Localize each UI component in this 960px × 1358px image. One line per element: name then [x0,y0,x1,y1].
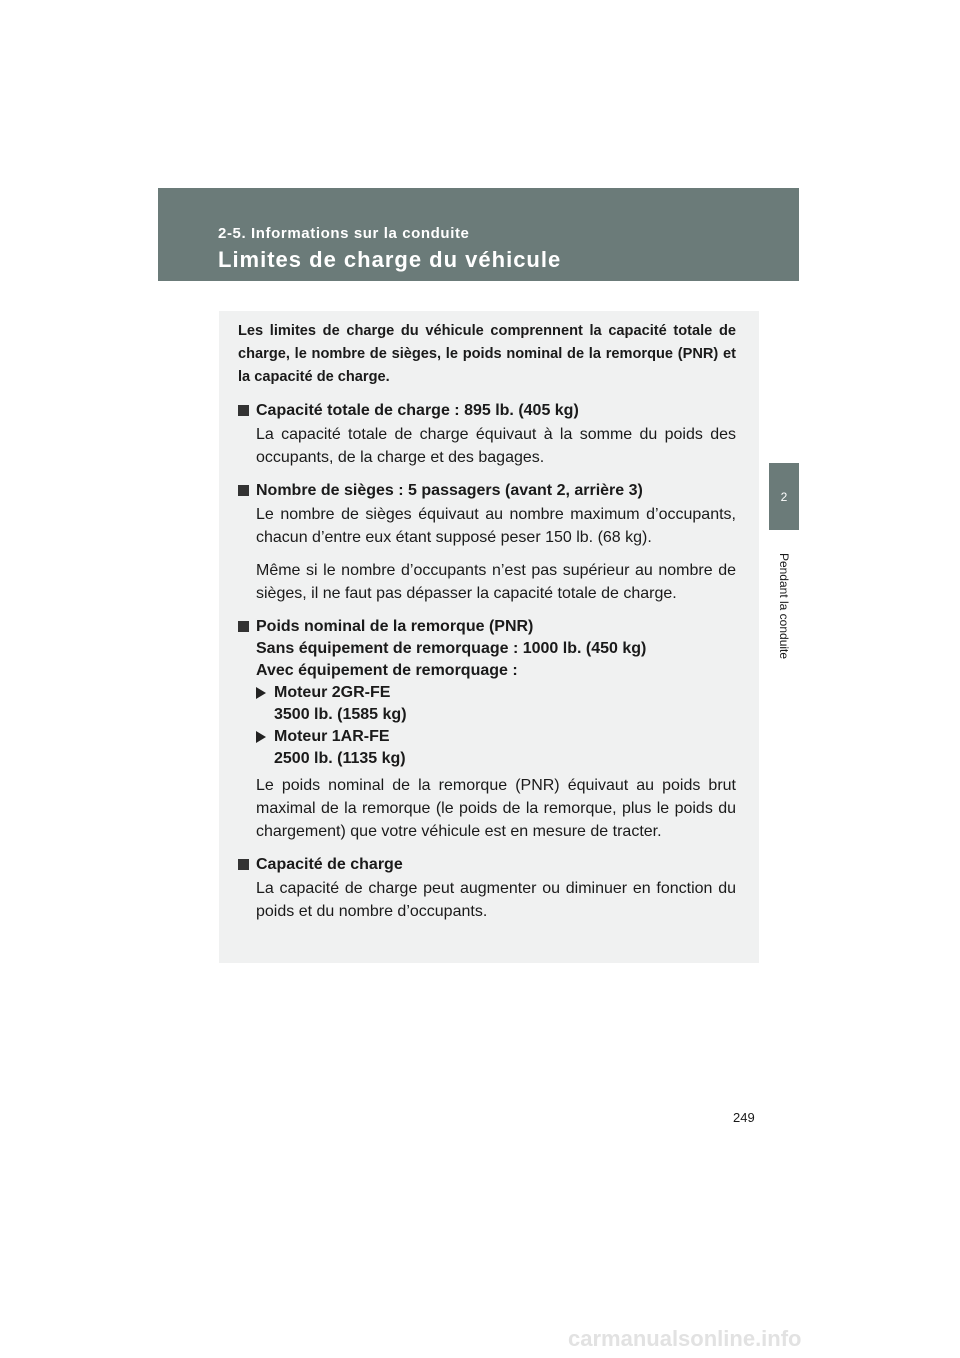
content-box [219,311,759,963]
triangle-bullet-icon [256,687,266,699]
intro-paragraph: Les limites de charge du véhicule comprennent la capacité totale de charge, le nombre de sièges, le poids nominal de la remorque (PNR) et la capacité de charge. [238,323,736,385]
item-seating [238,479,736,605]
item-text-2: Même si le nombre d’occupants n’est pas supérieur au nombre de sièges, il ne faut pas dépasser la capacité totale de charge. [256,562,736,602]
watermark: carmanualsonline.info [568,1326,802,1351]
triangle-bullet-icon [256,731,266,743]
item-total-capacity [238,399,736,469]
item-heading-text: Capacité de charge [256,856,403,873]
without-towing-line: Sans équipement de remorquage : 1000 lb. (450 kg) [256,640,647,657]
page-title: Limites de charge du véhicule [218,247,562,272]
engine-name: Moteur 1AR-FE [274,728,390,745]
chapter-number: 2 [780,489,788,504]
item-heading-text: Poids nominal de la remorque (PNR) [256,618,534,635]
square-bullet-icon [238,621,249,632]
item-text: La capacité totale de charge équivaut à la somme du poids des occupants, de la charge et des bagages. [256,426,736,466]
section-label: 2-5. Informations sur la conduite [218,225,470,242]
item-heading [238,399,736,422]
square-bullet-icon [238,859,249,870]
item-heading [238,615,736,638]
chapter-tab[interactable] [769,463,799,530]
item-text: Le poids nominal de la remorque (PNR) équivaut au poids brut maximal de la remorque (le poids de la remorque, plus le poids du chargement) que votre véhicule est en mesure de tracter. [256,777,736,840]
engine-name: Moteur 2GR-FE [274,684,391,701]
engine-value: 3500 lb. (1585 kg) [274,706,407,723]
item-text: Le nombre de sièges équivaut au nombre maximum d’occupants, chacun d’entre eux étant supposé peser 150 lb. (68 kg). [256,506,736,546]
square-bullet-icon [238,405,249,416]
item-heading-text: Capacité totale de charge : 895 lb. (405 kg) [256,402,579,419]
item-trailer-weight [238,615,736,843]
with-towing-line: Avec équipement de remorquage : [256,662,518,679]
item-text: La capacité de charge peut augmenter ou diminuer en fonction du poids et du nombre d’occupants. [256,880,736,920]
header-band [158,188,799,281]
engine-item [238,682,736,704]
item-heading [238,479,736,502]
page-number: 249 [733,1110,755,1125]
square-bullet-icon [238,485,249,496]
item-load-capacity [238,853,736,923]
engine-value: 2500 lb. (1135 kg) [274,750,406,767]
item-heading-text: Nombre de sièges : 5 passagers (avant 2, arrière 3) [256,482,643,499]
chapter-label: Pendant la conduite [777,552,791,660]
item-heading [238,853,736,876]
engine-item [238,726,736,748]
